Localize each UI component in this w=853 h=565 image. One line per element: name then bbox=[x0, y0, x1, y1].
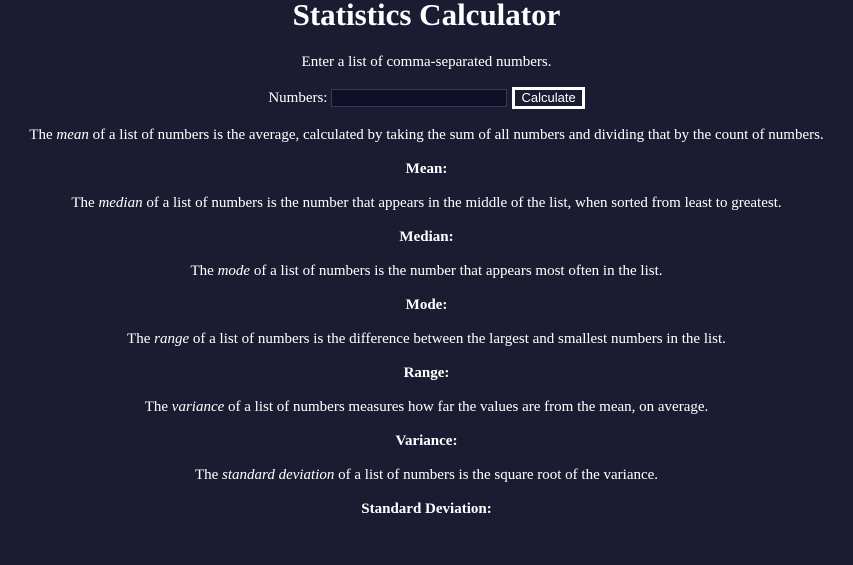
median-term: median bbox=[98, 195, 143, 211]
variance-result: Variance: bbox=[395, 433, 458, 449]
mean-pre: The bbox=[29, 127, 57, 143]
range-post: of a list of numbers is the difference between the largest and smallest numbers in the list. bbox=[189, 331, 726, 347]
variance-description bbox=[0, 398, 853, 416]
median-pre: The bbox=[71, 195, 99, 211]
instruction-text: Enter a list of comma-separated numbers. bbox=[301, 54, 552, 70]
std-post: of a list of numbers is the square root of the variance. bbox=[334, 467, 659, 483]
std-pre: The bbox=[194, 467, 223, 483]
numbers-form bbox=[0, 86, 853, 110]
mean-result: Mean: bbox=[405, 161, 448, 177]
median-result: Median: bbox=[399, 229, 454, 245]
calculate-button[interactable]: Calculate bbox=[512, 87, 584, 109]
mean-post: of a list of numbers is the average, calculated by taking the sum of all numbers and dividing that by the count of numbers. bbox=[88, 127, 824, 143]
mode-term: mode bbox=[217, 263, 251, 279]
range-result: Range: bbox=[403, 365, 450, 381]
variance-pre: The bbox=[144, 399, 172, 415]
mode-pre: The bbox=[190, 263, 218, 279]
mode-result: Mode: bbox=[405, 297, 448, 313]
range-term: range bbox=[154, 331, 190, 347]
mode-post: of a list of numbers is the number that appears most often in the list. bbox=[250, 263, 663, 279]
mean-term: mean bbox=[56, 127, 89, 143]
variance-term: variance bbox=[171, 399, 225, 415]
std-term: standard deviation bbox=[222, 467, 335, 483]
mean-description bbox=[0, 126, 853, 144]
numbers-input[interactable] bbox=[331, 89, 507, 107]
range-description bbox=[0, 330, 853, 348]
numbers-label: Numbers: bbox=[268, 89, 328, 106]
median-description bbox=[0, 194, 853, 212]
std-result: Standard Deviation: bbox=[361, 501, 492, 517]
page-title: Statistics Calculator bbox=[292, 0, 561, 32]
range-pre: The bbox=[127, 331, 155, 347]
std-description bbox=[0, 466, 853, 484]
mode-description bbox=[0, 262, 853, 280]
variance-post: of a list of numbers measures how far the values are from the mean, on average. bbox=[224, 399, 709, 415]
median-post: of a list of numbers is the number that appears in the middle of the list, when sorted from least to greatest. bbox=[142, 195, 782, 211]
